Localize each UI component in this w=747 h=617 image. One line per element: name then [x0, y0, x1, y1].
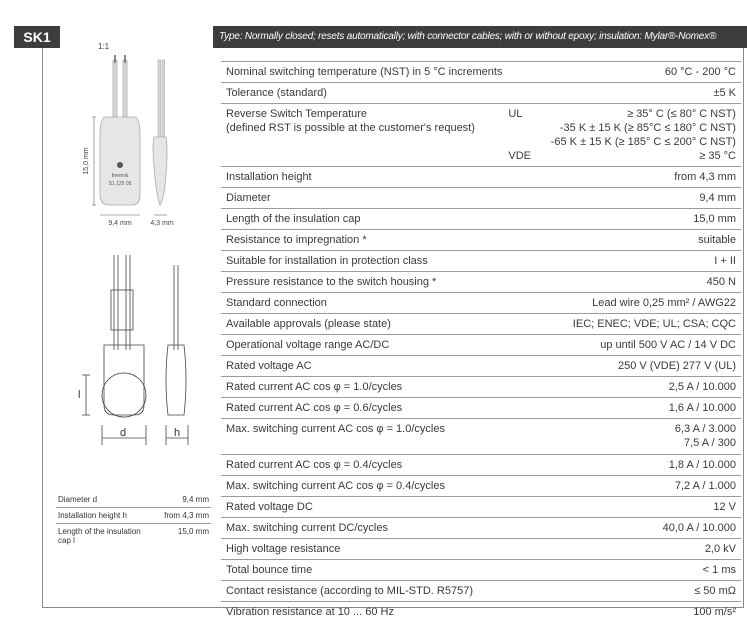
spec-label: Contact resistance (according to MIL-STD. R5757) — [226, 585, 473, 597]
rst-vde-label: VDE — [508, 150, 531, 162]
brand-logo-icon — [117, 162, 123, 168]
rst-label: Reverse Switch Temperature — [226, 108, 368, 120]
rst-ul-label: UL — [508, 108, 523, 120]
spec-value: 12 V — [713, 501, 736, 513]
spec-value: 6,3 A / 3.000 — [674, 423, 736, 435]
spec-row — [221, 539, 741, 560]
spec-value: 7,2 A / 1.000 — [674, 480, 736, 492]
spec-row — [221, 602, 741, 617]
spec-row — [221, 209, 741, 230]
spec-value: 2,5 A / 10.000 — [668, 381, 736, 393]
spec-row — [221, 83, 741, 104]
spec-label: Max. switching current AC cos φ = 0.4/cycles — [226, 480, 445, 492]
spec-row-rst — [221, 104, 741, 167]
rst-value: ≥ 35° C (≤ 80° C NST) — [627, 108, 736, 120]
spec-row — [221, 188, 741, 209]
spec-label: Suitable for installation in protection class — [226, 255, 428, 267]
spec-row — [221, 314, 741, 335]
spec-label: Max. switching current AC cos φ = 1.0/cycles — [226, 423, 445, 435]
spec-value: Lead wire 0,25 mm² / AWG22 — [592, 297, 736, 309]
dims-label: Length of the insulation cap l — [58, 527, 141, 545]
spec-label: Total bounce time — [226, 564, 313, 576]
rst-value: -65 K ± 15 K (≥ 185° C ≤ 200° C NST) — [550, 136, 736, 148]
spec-row — [221, 377, 741, 398]
width-label: 9,4 mm — [108, 220, 132, 227]
spec-label: Rated current AC cos φ = 0.6/cycles — [226, 402, 403, 414]
dims-label: Diameter d — [58, 495, 98, 504]
drawing-l-label: l — [78, 389, 81, 401]
spec-row — [221, 61, 741, 83]
rst-value: ≥ 35 °C — [699, 150, 736, 162]
spec-row — [221, 497, 741, 518]
dims-row — [56, 508, 211, 524]
product-badge: SK1 — [14, 26, 60, 48]
spec-label: Installation height — [226, 171, 312, 183]
spec-row — [221, 335, 741, 356]
spec-value: 1,6 A / 10.000 — [668, 402, 736, 414]
dims-value: 15,0 mm — [177, 527, 209, 536]
spec-row — [221, 518, 741, 539]
spec-row — [221, 476, 741, 497]
drawing-d-label: d — [120, 427, 127, 439]
spec-table — [221, 61, 741, 617]
spec-row — [221, 230, 741, 251]
dims-value: 9,4 mm — [182, 495, 209, 504]
spec-value: 60 °C - 200 °C — [664, 66, 736, 78]
spec-label: Diameter — [226, 192, 271, 204]
spec-row — [221, 560, 741, 581]
spec-value: ≤ 50 mΩ — [694, 585, 736, 597]
type-description-bar: Type: Normally closed; resets automatically; with connector cables; with or without epoxy; insulation: Mylar®-Nomex® — [213, 26, 747, 48]
spec-label: Vibration resistance at 10 ... 60 Hz — [226, 606, 394, 617]
spec-label: Standard connection — [226, 297, 327, 309]
spec-label: Length of the insulation cap — [226, 213, 361, 225]
scale-label: 1:1 — [98, 42, 110, 51]
side-width-label: 4,3 mm — [150, 220, 174, 227]
technical-drawing — [56, 250, 206, 460]
spec-label: Rated voltage DC — [226, 501, 313, 513]
dims-row — [56, 524, 211, 548]
spec-row — [221, 251, 741, 272]
side-view-photo — [153, 60, 167, 205]
spec-row — [221, 167, 741, 188]
rst-value: -35 K ± 15 K (≥ 85°C ≤ 180° C NST) — [559, 122, 736, 134]
spec-label: Nominal switching temperature (NST) in 5 °C increments — [226, 66, 503, 78]
brand-text: thermik — [111, 173, 129, 179]
spec-value: I + II — [714, 255, 736, 267]
dims-row — [56, 492, 211, 508]
spec-label: Pressure resistance to the switch housing * — [226, 276, 437, 288]
spec-label: Rated current AC cos φ = 0.4/cycles — [226, 459, 403, 471]
spec-value: 9,4 mm — [699, 192, 736, 204]
spec-row — [221, 272, 741, 293]
spec-label: Rated current AC cos φ = 1.0/cycles — [226, 381, 403, 393]
spec-value: ±5 K — [713, 87, 736, 99]
spec-label: Max. switching current DC/cycles — [226, 522, 388, 534]
spec-label: Available approvals (please state) — [226, 318, 391, 330]
spec-value: 40,0 A / 10.000 — [662, 522, 736, 534]
spec-row — [221, 581, 741, 602]
spec-value: up until 500 V AC / 14 V DC — [600, 339, 736, 351]
drawing-h-label: h — [174, 427, 181, 439]
dims-label: Installation height h — [58, 511, 127, 520]
spec-value: suitable — [698, 234, 736, 246]
rst-sublabel: (defined RST is possible at the customer's request) — [226, 122, 475, 134]
spec-row-max-switching — [221, 419, 741, 455]
height-label: 15,0 mm — [83, 147, 90, 175]
spec-label: Operational voltage range AC/DC — [226, 339, 390, 351]
spec-row — [221, 356, 741, 377]
spec-value: 100 m/s² — [693, 606, 736, 617]
spec-row — [221, 398, 741, 419]
spec-value: 7,5 A / 300 — [684, 437, 736, 449]
dims-value: from 4,3 mm — [164, 511, 209, 520]
spec-value: 15,0 mm — [693, 213, 736, 225]
spec-value: 450 N — [706, 276, 736, 288]
spec-label: Rated voltage AC — [226, 360, 312, 372]
dimensions-table — [56, 492, 211, 548]
spec-label: Tolerance (standard) — [226, 87, 327, 99]
product-photos — [70, 55, 210, 235]
spec-row — [221, 293, 741, 314]
spec-label: Resistance to impregnation * — [226, 234, 367, 246]
spec-row — [221, 455, 741, 476]
spec-value: 2,0 kV — [704, 543, 736, 555]
spec-value: < 1 ms — [702, 564, 736, 576]
spec-label: High voltage resistance — [226, 543, 341, 555]
spec-value: IEC; ENEC; VDE; UL; CSA; CQC — [572, 318, 736, 330]
spec-value: from 4,3 mm — [674, 171, 736, 183]
part-text: S1 125 05 — [108, 181, 132, 187]
spec-value: 1,8 A / 10.000 — [668, 459, 736, 471]
spec-value: 250 V (VDE) 277 V (UL) — [618, 360, 736, 372]
